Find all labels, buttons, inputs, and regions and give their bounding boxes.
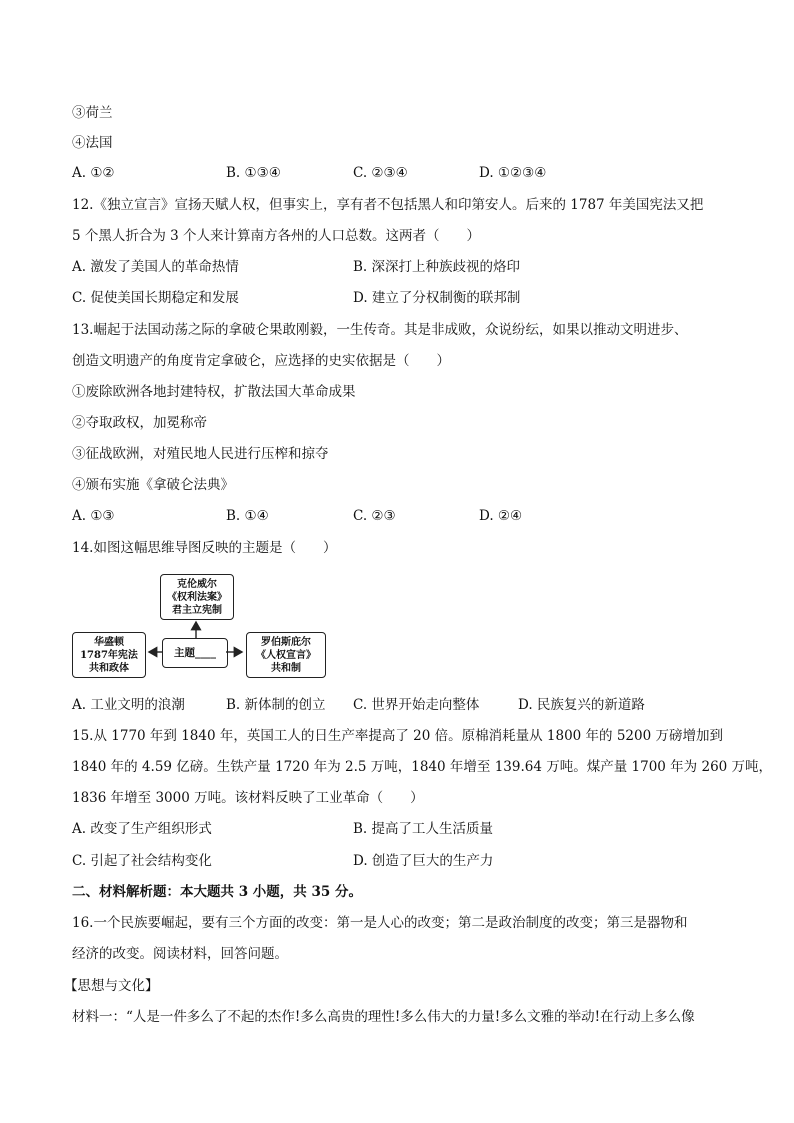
question-15-line-3: 1836 年增至 3000 万吨。该材料反映了工业革命（ ） (72, 790, 424, 806)
q14-option-b: B. 新体制的创立 (226, 697, 326, 713)
q13-item-3: ③征战欧洲，对殖民地人民进行压榨和掠夺 (72, 446, 329, 462)
q13-item-4: ④颁布实施《拿破仑法典》 (72, 477, 234, 493)
q15-option-d: D. 创造了巨大的生产力 (353, 853, 494, 869)
q13-item-1: ①废除欧洲各地封建特权，扩散法国大革命成果 (72, 384, 356, 400)
center-box-label: 主题____ (174, 646, 216, 659)
top-box-line-2: 《权利法案》 (167, 591, 227, 603)
q15-option-b: B. 提高了工人生活质量 (353, 821, 494, 837)
mind-map-arrows (72, 574, 332, 680)
answer-option-a: A. ①② (72, 165, 115, 181)
q13-option-a: A. ①③ (72, 508, 115, 524)
question-12-line-1: 12.《独立宣言》宣扬天赋人权，但事实上，享有者不包括黑人和印第安人。后来的 1787 年美国宪法又把 (72, 197, 704, 213)
top-box-line-1: 克伦威尔 (177, 578, 217, 590)
top-box-line-3: 君主立宪制 (172, 604, 222, 616)
right-box-line-1: 罗伯斯庇尔 (261, 636, 311, 648)
answer-option-d: D. ①②③④ (479, 165, 547, 181)
question-15-line-2: 1840 年的 4.59 亿磅。生铁产量 1720 年为 2.5 万吨，1840 年增至 139.64 万吨。煤产量 1700 年为 260 万吨， (72, 759, 773, 775)
right-box-line-2: 《人权宣言》 (256, 649, 316, 661)
q12-option-d: D. 建立了分权制衡的联邦制 (353, 290, 521, 306)
q14-option-c: C. 世界开始走向整体 (353, 697, 480, 713)
q16-subheading: 【思想与文化】 (64, 978, 159, 994)
q13-option-d: D. ②④ (479, 508, 523, 524)
q14-option-a: A. 工业文明的浪潮 (72, 697, 185, 713)
q16-material-1: 材料一：“人是一件多么了不起的杰作!多么高贵的理性!多么伟大的力量!多么文雅的举动!在行动上多么像 (72, 1009, 695, 1025)
q12-option-a: A. 激发了美国人的革命热情 (72, 259, 239, 275)
question-13-line-2: 创造文明遗产的角度肯定拿破仑，应选择的史实依据是（ ） (72, 353, 450, 369)
option-item-4: ④法国 (72, 135, 113, 151)
option-item-3: ③荷兰 (72, 105, 113, 121)
mind-map-diagram (72, 574, 332, 680)
section-2-heading: 二、材料解析题：本大题共 3 小题，共 35 分。 (72, 884, 362, 900)
question-13-line-1: 13.崛起于法国动荡之际的拿破仑果敢刚毅，一生传奇。其是非成败，众说纷纭，如果以推动文明进步、 (72, 322, 688, 338)
answer-option-c: C. ②③④ (353, 165, 408, 181)
left-box-line-2: 1787年宪法 (80, 649, 138, 661)
right-box-line-3: 共和制 (271, 662, 301, 674)
q12-option-b: B. 深深打上种族歧视的烙印 (353, 259, 521, 275)
q12-option-c: C. 促使美国长期稳定和发展 (72, 290, 239, 306)
question-12-line-2: 5 个黑人折合为 3 个人来计算南方各州的人口总数。这两者（ ） (72, 228, 481, 244)
question-16-line-1: 16.一个民族要崛起，要有三个方面的改变：第一是人心的改变；第二是政治制度的改变；第三是器物和 (72, 915, 688, 931)
q15-option-c: C. 引起了社会结构变化 (72, 853, 212, 869)
q14-option-d: D. 民族复兴的新道路 (518, 697, 645, 713)
q13-option-c: C. ②③ (353, 508, 396, 524)
left-box-line-3: 共和政体 (89, 662, 129, 674)
answer-option-b: B. ①③④ (226, 165, 281, 181)
q15-option-a: A. 改变了生产组织形式 (72, 821, 212, 837)
q13-option-b: B. ①④ (226, 508, 269, 524)
question-15-line-1: 15.从 1770 年到 1840 年，英国工人的日生产率提高了 20 倍。原棉消耗量从 1800 年的 5200 万磅增加到 (72, 728, 723, 744)
question-14-line-1: 14.如图这幅思维导图反映的主题是（ ） (72, 540, 337, 556)
question-16-line-2: 经济的改变。阅读材料，回答问题。 (72, 946, 288, 962)
q13-item-2: ②夺取政权，加冕称帝 (72, 415, 207, 431)
left-box-line-1: 华盛顿 (94, 636, 124, 648)
